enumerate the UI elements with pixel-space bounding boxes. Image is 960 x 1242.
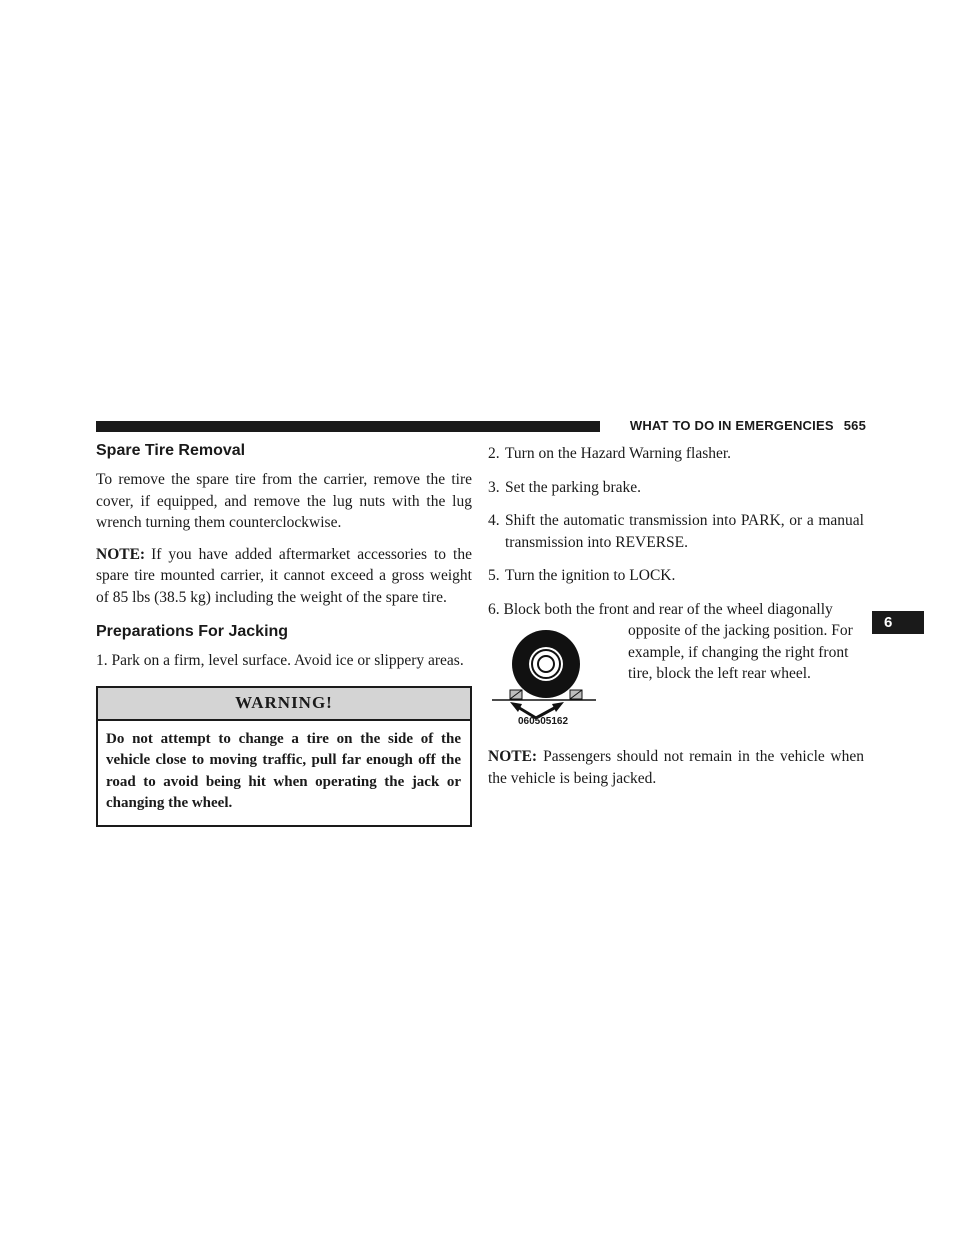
step-3 — [488, 477, 864, 499]
running-header — [606, 417, 866, 435]
step-6-lead: 6. Block both the front and rear of the wheel diagonally — [488, 600, 833, 618]
step-text: Turn the ignition to LOCK. — [505, 567, 676, 584]
warning-box — [96, 686, 472, 827]
steps-list — [488, 443, 864, 587]
step-text: Shift the automatic transmission into PARK, or a manual transmission into REVERSE. — [505, 512, 864, 551]
removal-paragraph: To remove the spare tire from the carrier, remove the tire cover, if equipped, and remove the lug nuts with the lug wrench turning them counterclockwise. — [96, 471, 472, 531]
step-number: 3. — [488, 478, 500, 496]
figure-id: 060505162 — [518, 716, 569, 727]
heading-preparations-for-jacking: Preparations For Jacking — [96, 623, 289, 640]
step-number: 2. — [488, 445, 500, 462]
step-text: Set the parking brake. — [505, 478, 642, 496]
header-rule — [96, 421, 600, 432]
warning-text: Do not attempt to change a tire on the side of the vehicle close to moving traffic, pull far enough off the road to avoid being hit when operating the jack or changing the wheel. — [106, 730, 461, 811]
note-label: NOTE: — [96, 545, 146, 563]
step-1 — [96, 650, 472, 672]
step-4 — [488, 510, 864, 553]
page-number: 565 — [843, 418, 866, 433]
step-2 — [488, 443, 864, 465]
note-paragraph — [96, 544, 472, 609]
chapter-tab: 6 — [872, 611, 924, 634]
note-label: NOTE: — [488, 748, 538, 765]
right-column — [488, 443, 864, 789]
heading-spare-tire-removal: Spare Tire Removal — [96, 442, 246, 459]
note-text: If you have added aftermarket accessories to the spare tire mounted carrier, it cannot exceed a gross weight of 85 lbs (38.5 kg) including the weight of the spare tire. — [96, 545, 472, 606]
step-5 — [488, 565, 864, 587]
step-1-number: 1. — [96, 652, 108, 669]
section-title: WHAT TO DO IN EMERGENCIES — [629, 418, 834, 433]
step-6-block — [488, 620, 864, 740]
left-column — [96, 441, 472, 827]
step-number: 4. — [488, 512, 500, 529]
note-text: Passengers should not remain in the vehicle when the vehicle is being jacked. — [488, 748, 864, 787]
warning-title: WARNING! — [98, 688, 470, 721]
step-number: 5. — [488, 567, 500, 584]
step-6-continuation: opposite of the jacking position. For example, if changing the right front tire, block the left rear wheel. — [628, 622, 853, 682]
step-1-text: Park on a firm, level surface. Avoid ice or slippery areas. — [111, 652, 464, 669]
note-paragraph-2 — [488, 746, 864, 789]
hub — [538, 656, 554, 672]
wheel-chock-illustration — [488, 620, 608, 728]
step-text: Turn on the Hazard Warning flasher. — [505, 445, 732, 462]
